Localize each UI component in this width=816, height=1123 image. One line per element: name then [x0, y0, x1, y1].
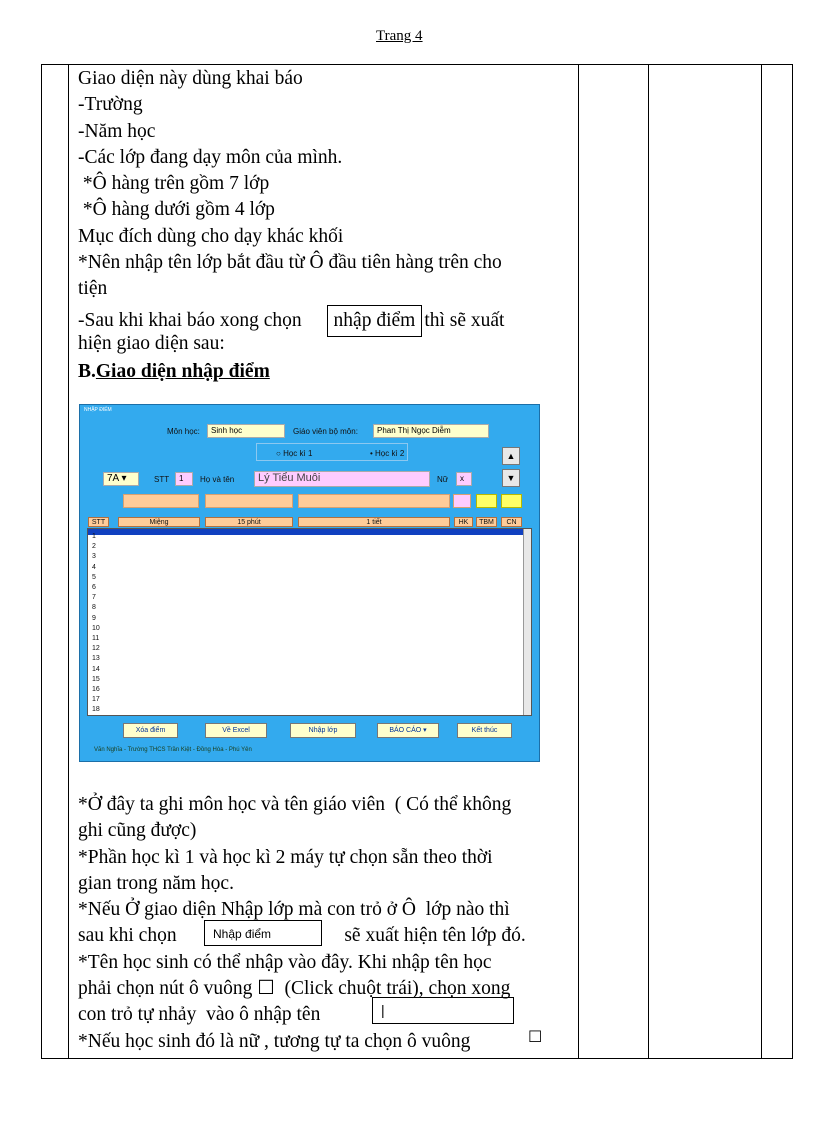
section-heading — [78, 359, 568, 385]
list-row-number[interactable]: 5 — [92, 573, 96, 581]
text-line: *Nếu học sinh đó là nữ , tương tự ta chọn ô vuông — [78, 1030, 471, 1052]
import-class-button[interactable]: Nhập lớp — [290, 723, 356, 738]
list-row-number[interactable]: 11 — [92, 635, 100, 643]
table-divider — [761, 65, 762, 1058]
female-label: Nữ — [437, 475, 449, 484]
1-tiet-score-cells[interactable] — [298, 494, 450, 508]
tbm-cell — [476, 494, 497, 508]
scroll-up-button[interactable]: ▲ — [502, 447, 520, 465]
column-header-mieng: Miệng — [118, 517, 200, 527]
list-row-number[interactable]: 4 — [92, 563, 96, 571]
checkbox-icon: ☐ — [528, 1027, 543, 1046]
term1-radio[interactable]: ○ Học kì 1 — [276, 449, 313, 458]
text-line: *Ô hàng dưới gồm 4 lớp — [78, 199, 275, 221]
female-input[interactable]: x — [456, 472, 472, 486]
name-input-box: | — [372, 997, 514, 1024]
text-line: *Ô hàng trên gồm 7 lớp — [78, 173, 270, 195]
name-label: Họ và tên — [200, 475, 235, 484]
text-line: con trỏ tự nhảy vào ô nhập tên — [78, 1004, 321, 1026]
subject-label: Môn học: — [167, 427, 200, 436]
page-number: Trang 4 — [376, 28, 423, 44]
term1-label: Học kì 1 — [283, 449, 313, 458]
report-label: BÁO CÁO — [389, 727, 422, 734]
column-header-15-phut: 15 phút — [205, 517, 293, 527]
column-header-cn: CN — [501, 517, 522, 527]
list-row-number[interactable]: 12 — [92, 645, 100, 653]
intro-text — [78, 66, 568, 385]
student-name-input[interactable]: Lý Tiểu Muôi — [254, 471, 430, 487]
text-line — [78, 923, 568, 949]
app-footer: Văn Nghĩa - Trường THCS Trần Kiệt - Đồng Hòa - Phú Yên — [94, 747, 252, 753]
hk-score-cell[interactable] — [453, 494, 471, 508]
scroll-down-button[interactable]: ▼ — [502, 469, 520, 487]
grade-entry-screenshot — [79, 404, 540, 762]
list-row-number[interactable]: 7 — [92, 594, 96, 602]
text-line: hiện giao diện sau: — [78, 332, 225, 354]
mieng-score-cells[interactable] — [123, 494, 199, 508]
text-line: Giao diện này dùng khai báo — [78, 68, 303, 89]
exit-button[interactable]: Kết thúc — [457, 723, 512, 738]
teacher-label: Giáo viên bộ môn: — [293, 427, 358, 436]
text-line: tiện — [78, 278, 108, 300]
text-line: Mục đích dùng cho dạy khác khối — [78, 225, 344, 247]
cn-cell — [501, 494, 522, 508]
nhap-diem-button-label: nhập điểm — [327, 305, 423, 337]
heading-prefix: B. — [78, 360, 96, 382]
list-row-number[interactable]: 14 — [92, 665, 100, 673]
text-line: *Phần học kì 1 và học kì 2 máy tự chọn sẵn theo thời — [78, 846, 493, 868]
list-row-number[interactable]: 10 — [92, 624, 100, 632]
report-dropdown-button[interactable]: BÁO CÁO ▾ — [377, 723, 439, 738]
column-header-hk: HK — [454, 517, 473, 527]
table-divider — [578, 65, 579, 1058]
table-divider — [68, 65, 69, 1058]
text-line: -Trường — [78, 94, 143, 116]
class-select[interactable]: 7A ▾ — [103, 472, 139, 486]
list-row-number[interactable]: 1 — [92, 533, 96, 540]
text-line: phải chọn nút ô vuông ☐ (Click chuột trái), chọn xong — [78, 978, 511, 1000]
table-divider — [648, 65, 649, 1058]
text-fragment: -Sau khi khai báo xong chọn — [78, 309, 302, 331]
row-numbers — [88, 529, 531, 716]
text-line: gian trong năm học. — [78, 872, 234, 894]
column-header-stt: STT — [88, 517, 109, 527]
student-list[interactable] — [87, 528, 532, 716]
column-header-1-tiet: 1 tiết — [298, 517, 450, 527]
list-row-number[interactable]: 3 — [92, 553, 96, 561]
stt-label: STT — [154, 475, 170, 484]
list-row-number[interactable]: 8 — [92, 604, 96, 612]
list-row-number[interactable]: 15 — [92, 675, 100, 683]
term2-radio[interactable]: • Học kì 2 — [370, 449, 405, 458]
term2-label: Học kì 2 — [375, 449, 405, 458]
teacher-input[interactable]: Phan Thị Ngọc Diễm — [373, 424, 489, 438]
15-phut-score-cells[interactable] — [205, 494, 293, 508]
nhap-diem-box: Nhập điểm — [204, 920, 322, 946]
text-line: *Ở đây ta ghi môn học và tên giáo viên ( Có thể không — [78, 794, 512, 815]
text-line: *Nếu Ở giao diện Nhập lớp mà con trỏ ở Ô lớp nào thì — [78, 899, 510, 921]
text-line: ghi cũng được) — [78, 820, 197, 842]
list-row-number[interactable]: 17 — [92, 696, 100, 704]
text-line: -Các lớp đang dạy môn của mình. — [78, 146, 343, 168]
list-row-number[interactable]: 16 — [92, 686, 100, 694]
text-line: *Nên nhập tên lớp bắt đầu từ Ô đầu tiên hàng trên cho — [78, 252, 502, 274]
text-line: -Năm học — [78, 120, 156, 142]
text-fragment: sẽ xuất hiện tên lớp đó. — [344, 925, 526, 947]
heading-text: Giao diện nhập điểm — [95, 360, 270, 382]
class-value: 7A — [107, 473, 119, 484]
text-line: *Tên học sinh có thể nhập vào đây. Khi nhập tên học — [78, 951, 492, 973]
column-header-tbm: TBM — [476, 517, 497, 527]
subject-input[interactable]: Sinh học — [207, 424, 285, 438]
list-scrollbar[interactable] — [523, 529, 531, 715]
list-row-number[interactable]: 6 — [92, 584, 96, 592]
list-row-number[interactable]: 18 — [92, 706, 100, 714]
delete-scores-button[interactable]: Xóa điểm — [123, 723, 178, 738]
text-fragment: thì sẽ xuất — [424, 309, 505, 331]
app-title: NHẬP ĐIỂM — [84, 407, 112, 413]
to-excel-button[interactable]: Về Excel — [205, 723, 267, 738]
list-row-number[interactable]: 2 — [92, 543, 96, 551]
list-row-number[interactable]: 9 — [92, 614, 96, 622]
stt-input[interactable]: 1 — [175, 472, 193, 486]
text-fragment: sau khi chọn — [78, 925, 177, 947]
list-row-number[interactable]: 13 — [92, 655, 100, 663]
